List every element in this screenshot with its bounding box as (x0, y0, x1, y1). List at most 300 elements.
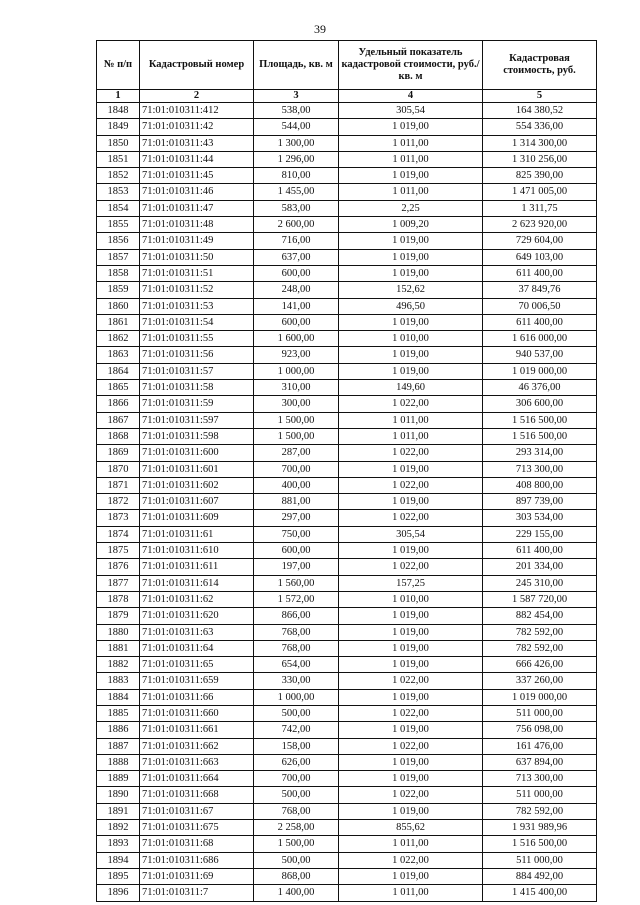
cell-cadastral-number: 71:01:010311:675 (140, 820, 254, 836)
cell-cadastral-value: 1 616 000,00 (483, 331, 597, 347)
cell-area: 742,00 (254, 722, 339, 738)
cell-index: 1860 (97, 298, 140, 314)
cell-cadastral-value: 2 623 920,00 (483, 217, 597, 233)
cell-area: 297,00 (254, 510, 339, 526)
table-row (97, 200, 597, 216)
cell-area: 600,00 (254, 543, 339, 559)
cell-unit-value: 855,62 (339, 820, 483, 836)
cell-cadastral-value: 729 604,00 (483, 233, 597, 249)
table-row (97, 591, 597, 607)
cell-unit-value: 1 019,00 (339, 624, 483, 640)
cell-index: 1869 (97, 445, 140, 461)
cell-unit-value: 1 019,00 (339, 657, 483, 673)
cell-area: 500,00 (254, 787, 339, 803)
cell-cadastral-number: 71:01:010311:63 (140, 624, 254, 640)
cell-area: 1 600,00 (254, 331, 339, 347)
cell-unit-value: 1 019,00 (339, 265, 483, 281)
cell-area: 330,00 (254, 673, 339, 689)
cell-cadastral-number: 71:01:010311:51 (140, 265, 254, 281)
cell-cadastral-value: 611 400,00 (483, 314, 597, 330)
cell-unit-value: 1 019,00 (339, 363, 483, 379)
table-row (97, 624, 597, 640)
header-cadastral-number: Кадастровый номер (140, 41, 254, 90)
cell-cadastral-number: 71:01:010311:55 (140, 331, 254, 347)
cell-cadastral-number: 71:01:010311:412 (140, 103, 254, 119)
cell-cadastral-number: 71:01:010311:64 (140, 640, 254, 656)
cell-index: 1879 (97, 608, 140, 624)
cell-cadastral-number: 71:01:010311:48 (140, 217, 254, 233)
table-row (97, 331, 597, 347)
column-number: 2 (140, 90, 254, 103)
table-body (97, 103, 597, 902)
cell-cadastral-number: 71:01:010311:601 (140, 461, 254, 477)
cell-unit-value: 1 019,00 (339, 494, 483, 510)
cell-unit-value: 1 019,00 (339, 803, 483, 819)
cell-cadastral-value: 1 471 005,00 (483, 184, 597, 200)
table-row (97, 689, 597, 705)
cell-cadastral-number: 71:01:010311:67 (140, 803, 254, 819)
cell-area: 716,00 (254, 233, 339, 249)
cell-cadastral-number: 71:01:010311:662 (140, 738, 254, 754)
cell-area: 141,00 (254, 298, 339, 314)
table-row (97, 608, 597, 624)
cell-cadastral-value: 611 400,00 (483, 265, 597, 281)
table-row (97, 494, 597, 510)
cell-unit-value: 1 022,00 (339, 852, 483, 868)
cell-index: 1854 (97, 200, 140, 216)
cell-cadastral-value: 1 311,75 (483, 200, 597, 216)
table-row (97, 885, 597, 901)
cell-area: 248,00 (254, 282, 339, 298)
cell-cadastral-value: 1 019 000,00 (483, 689, 597, 705)
cell-index: 1863 (97, 347, 140, 363)
cell-cadastral-value: 245 310,00 (483, 575, 597, 591)
cell-cadastral-value: 229 155,00 (483, 526, 597, 542)
cell-cadastral-number: 71:01:010311:44 (140, 151, 254, 167)
table-row (97, 412, 597, 428)
cell-unit-value: 2,25 (339, 200, 483, 216)
cell-index: 1870 (97, 461, 140, 477)
table-row (97, 135, 597, 151)
table-row (97, 428, 597, 444)
table-row (97, 559, 597, 575)
cell-cadastral-value: 70 006,50 (483, 298, 597, 314)
cell-unit-value: 1 022,00 (339, 510, 483, 526)
cell-index: 1873 (97, 510, 140, 526)
cell-area: 1 572,00 (254, 591, 339, 607)
table-row (97, 526, 597, 542)
table-row (97, 705, 597, 721)
cell-cadastral-number: 71:01:010311:65 (140, 657, 254, 673)
header-index: № п/п (97, 41, 140, 90)
cell-unit-value: 1 019,00 (339, 119, 483, 135)
cell-cadastral-value: 897 739,00 (483, 494, 597, 510)
cell-index: 1895 (97, 868, 140, 884)
cell-area: 637,00 (254, 249, 339, 265)
cell-cadastral-number: 71:01:010311:49 (140, 233, 254, 249)
cell-cadastral-value: 46 376,00 (483, 380, 597, 396)
cell-cadastral-number: 71:01:010311:660 (140, 705, 254, 721)
cell-unit-value: 1 019,00 (339, 640, 483, 656)
column-number: 3 (254, 90, 339, 103)
cell-cadastral-value: 713 300,00 (483, 771, 597, 787)
cell-unit-value: 1 022,00 (339, 477, 483, 493)
table-row (97, 477, 597, 493)
table-row (97, 184, 597, 200)
header-row (97, 41, 597, 90)
cell-cadastral-number: 71:01:010311:7 (140, 885, 254, 901)
table-row (97, 249, 597, 265)
cell-cadastral-value: 882 454,00 (483, 608, 597, 624)
table-row (97, 852, 597, 868)
table-row (97, 787, 597, 803)
cell-cadastral-value: 511 000,00 (483, 705, 597, 721)
table-row (97, 640, 597, 656)
cell-cadastral-value: 1 314 300,00 (483, 135, 597, 151)
column-number-row (97, 90, 597, 103)
cell-area: 768,00 (254, 803, 339, 819)
cell-cadastral-number: 71:01:010311:62 (140, 591, 254, 607)
cell-unit-value: 1 019,00 (339, 461, 483, 477)
cell-index: 1878 (97, 591, 140, 607)
cell-area: 2 258,00 (254, 820, 339, 836)
cell-index: 1861 (97, 314, 140, 330)
cell-cadastral-value: 1 587 720,00 (483, 591, 597, 607)
cell-unit-value: 1 011,00 (339, 151, 483, 167)
cell-index: 1866 (97, 396, 140, 412)
cell-index: 1888 (97, 754, 140, 770)
table-row (97, 396, 597, 412)
cell-cadastral-number: 71:01:010311:54 (140, 314, 254, 330)
cell-index: 1865 (97, 380, 140, 396)
cell-cadastral-number: 71:01:010311:620 (140, 608, 254, 624)
cell-unit-value: 1 011,00 (339, 412, 483, 428)
cell-unit-value: 1 019,00 (339, 754, 483, 770)
cell-area: 158,00 (254, 738, 339, 754)
table-row (97, 657, 597, 673)
cell-area: 700,00 (254, 461, 339, 477)
cell-area: 1 500,00 (254, 836, 339, 852)
cell-cadastral-number: 71:01:010311:661 (140, 722, 254, 738)
cell-cadastral-value: 554 336,00 (483, 119, 597, 135)
cell-cadastral-value: 161 476,00 (483, 738, 597, 754)
table-row (97, 298, 597, 314)
cell-cadastral-number: 71:01:010311:664 (140, 771, 254, 787)
cell-cadastral-value: 782 592,00 (483, 624, 597, 640)
cell-index: 1867 (97, 412, 140, 428)
cell-unit-value: 1 010,00 (339, 331, 483, 347)
cell-index: 1864 (97, 363, 140, 379)
cell-cadastral-value: 825 390,00 (483, 168, 597, 184)
table-row (97, 314, 597, 330)
table-row (97, 510, 597, 526)
cell-cadastral-value: 1 516 500,00 (483, 836, 597, 852)
cell-cadastral-value: 408 800,00 (483, 477, 597, 493)
cell-index: 1859 (97, 282, 140, 298)
cell-index: 1853 (97, 184, 140, 200)
cell-index: 1850 (97, 135, 140, 151)
table-row (97, 575, 597, 591)
cell-unit-value: 152,62 (339, 282, 483, 298)
cell-cadastral-value: 1 415 400,00 (483, 885, 597, 901)
cell-index: 1880 (97, 624, 140, 640)
cell-area: 197,00 (254, 559, 339, 575)
cell-cadastral-number: 71:01:010311:66 (140, 689, 254, 705)
cell-cadastral-number: 71:01:010311:668 (140, 787, 254, 803)
cell-area: 866,00 (254, 608, 339, 624)
cell-cadastral-number: 71:01:010311:68 (140, 836, 254, 852)
cell-area: 538,00 (254, 103, 339, 119)
cell-cadastral-number: 71:01:010311:52 (140, 282, 254, 298)
table-row (97, 363, 597, 379)
cell-cadastral-value: 782 592,00 (483, 803, 597, 819)
cell-unit-value: 1 019,00 (339, 771, 483, 787)
cell-unit-value: 1 011,00 (339, 184, 483, 200)
cell-cadastral-number: 71:01:010311:43 (140, 135, 254, 151)
cell-area: 1 296,00 (254, 151, 339, 167)
cell-cadastral-value: 511 000,00 (483, 787, 597, 803)
cell-cadastral-value: 164 380,52 (483, 103, 597, 119)
cell-index: 1851 (97, 151, 140, 167)
cell-cadastral-number: 71:01:010311:59 (140, 396, 254, 412)
cell-unit-value: 149,60 (339, 380, 483, 396)
cell-cadastral-number: 71:01:010311:58 (140, 380, 254, 396)
cell-cadastral-value: 782 592,00 (483, 640, 597, 656)
cell-unit-value: 1 019,00 (339, 868, 483, 884)
cell-cadastral-number: 71:01:010311:598 (140, 428, 254, 444)
cell-index: 1872 (97, 494, 140, 510)
cell-cadastral-number: 71:01:010311:597 (140, 412, 254, 428)
cell-cadastral-number: 71:01:010311:611 (140, 559, 254, 575)
cell-index: 1884 (97, 689, 140, 705)
cell-area: 1 560,00 (254, 575, 339, 591)
cell-cadastral-number: 71:01:010311:600 (140, 445, 254, 461)
cell-unit-value: 1 019,00 (339, 314, 483, 330)
cell-cadastral-value: 1 516 500,00 (483, 412, 597, 428)
column-number: 5 (483, 90, 597, 103)
cell-unit-value: 1 022,00 (339, 738, 483, 754)
table-row (97, 168, 597, 184)
cell-cadastral-value: 611 400,00 (483, 543, 597, 559)
cell-index: 1889 (97, 771, 140, 787)
cell-index: 1891 (97, 803, 140, 819)
cell-cadastral-number: 71:01:010311:659 (140, 673, 254, 689)
cell-index: 1892 (97, 820, 140, 836)
header-unit-value: Удельный показатель кадастровой стоимости, руб./кв. м (339, 41, 483, 90)
cell-index: 1858 (97, 265, 140, 281)
cell-unit-value: 1 011,00 (339, 428, 483, 444)
cell-index: 1857 (97, 249, 140, 265)
table-row (97, 673, 597, 689)
cell-unit-value: 1 011,00 (339, 135, 483, 151)
cell-area: 881,00 (254, 494, 339, 510)
cell-index: 1896 (97, 885, 140, 901)
cell-cadastral-value: 884 492,00 (483, 868, 597, 884)
cell-cadastral-number: 71:01:010311:663 (140, 754, 254, 770)
cell-area: 700,00 (254, 771, 339, 787)
table-row (97, 803, 597, 819)
cell-cadastral-value: 37 849,76 (483, 282, 597, 298)
table-row (97, 119, 597, 135)
cell-unit-value: 1 019,00 (339, 168, 483, 184)
cell-index: 1876 (97, 559, 140, 575)
cell-area: 654,00 (254, 657, 339, 673)
cell-area: 500,00 (254, 705, 339, 721)
cell-unit-value: 1 011,00 (339, 836, 483, 852)
cell-index: 1890 (97, 787, 140, 803)
cell-unit-value: 305,54 (339, 103, 483, 119)
cell-unit-value: 496,50 (339, 298, 483, 314)
cell-cadastral-value: 649 103,00 (483, 249, 597, 265)
cell-area: 1 500,00 (254, 412, 339, 428)
cell-cadastral-value: 306 600,00 (483, 396, 597, 412)
cell-index: 1862 (97, 331, 140, 347)
cell-unit-value: 1 022,00 (339, 559, 483, 575)
cell-cadastral-value: 201 334,00 (483, 559, 597, 575)
cell-unit-value: 1 022,00 (339, 705, 483, 721)
cell-unit-value: 1 011,00 (339, 885, 483, 901)
cell-cadastral-value: 293 314,00 (483, 445, 597, 461)
table-row (97, 868, 597, 884)
cell-unit-value: 1 010,00 (339, 591, 483, 607)
table-row (97, 151, 597, 167)
cell-area: 544,00 (254, 119, 339, 135)
cell-index: 1894 (97, 852, 140, 868)
cell-cadastral-number: 71:01:010311:686 (140, 852, 254, 868)
cell-unit-value: 1 022,00 (339, 787, 483, 803)
cell-cadastral-number: 71:01:010311:614 (140, 575, 254, 591)
cell-area: 310,00 (254, 380, 339, 396)
cell-cadastral-value: 713 300,00 (483, 461, 597, 477)
cell-cadastral-number: 71:01:010311:610 (140, 543, 254, 559)
cell-area: 2 600,00 (254, 217, 339, 233)
cell-unit-value: 305,54 (339, 526, 483, 542)
table-row (97, 754, 597, 770)
page-number: 39 (314, 22, 326, 36)
cell-index: 1885 (97, 705, 140, 721)
cell-index: 1893 (97, 836, 140, 852)
header-area: Площадь, кв. м (254, 41, 339, 90)
cell-index: 1856 (97, 233, 140, 249)
table-row (97, 265, 597, 281)
cell-cadastral-value: 1 931 989,96 (483, 820, 597, 836)
cell-cadastral-number: 71:01:010311:53 (140, 298, 254, 314)
cell-index: 1848 (97, 103, 140, 119)
cell-unit-value: 1 019,00 (339, 233, 483, 249)
cell-index: 1875 (97, 543, 140, 559)
column-number: 1 (97, 90, 140, 103)
cell-index: 1881 (97, 640, 140, 656)
cell-index: 1871 (97, 477, 140, 493)
table-row (97, 836, 597, 852)
cell-unit-value: 1 019,00 (339, 543, 483, 559)
table-row (97, 771, 597, 787)
cell-index: 1868 (97, 428, 140, 444)
cell-cadastral-value: 303 534,00 (483, 510, 597, 526)
cell-cadastral-value: 756 098,00 (483, 722, 597, 738)
cell-cadastral-number: 71:01:010311:607 (140, 494, 254, 510)
table-row (97, 347, 597, 363)
table-row (97, 738, 597, 754)
cell-index: 1886 (97, 722, 140, 738)
cell-cadastral-value: 940 537,00 (483, 347, 597, 363)
cell-area: 1 455,00 (254, 184, 339, 200)
cell-area: 600,00 (254, 265, 339, 281)
cell-area: 300,00 (254, 396, 339, 412)
cell-unit-value: 1 019,00 (339, 249, 483, 265)
cell-area: 868,00 (254, 868, 339, 884)
cell-unit-value: 1 019,00 (339, 722, 483, 738)
cell-cadastral-value: 666 426,00 (483, 657, 597, 673)
cell-area: 626,00 (254, 754, 339, 770)
cell-index: 1887 (97, 738, 140, 754)
cell-area: 1 400,00 (254, 885, 339, 901)
cell-index: 1874 (97, 526, 140, 542)
cell-cadastral-value: 511 000,00 (483, 852, 597, 868)
table-row (97, 282, 597, 298)
cell-cadastral-value: 1 516 500,00 (483, 428, 597, 444)
cell-area: 810,00 (254, 168, 339, 184)
cell-area: 768,00 (254, 624, 339, 640)
cell-area: 600,00 (254, 314, 339, 330)
cell-area: 768,00 (254, 640, 339, 656)
table-row (97, 820, 597, 836)
cell-cadastral-number: 71:01:010311:42 (140, 119, 254, 135)
cell-cadastral-value: 637 894,00 (483, 754, 597, 770)
cell-area: 1 000,00 (254, 363, 339, 379)
cell-cadastral-number: 71:01:010311:45 (140, 168, 254, 184)
cell-unit-value: 1 022,00 (339, 396, 483, 412)
table-row (97, 380, 597, 396)
cell-cadastral-number: 71:01:010311:602 (140, 477, 254, 493)
cell-unit-value: 1 009,20 (339, 217, 483, 233)
column-number: 4 (339, 90, 483, 103)
cell-index: 1852 (97, 168, 140, 184)
table-row (97, 543, 597, 559)
cell-area: 1 300,00 (254, 135, 339, 151)
cell-cadastral-number: 71:01:010311:46 (140, 184, 254, 200)
cell-index: 1855 (97, 217, 140, 233)
cell-unit-value: 1 022,00 (339, 445, 483, 461)
cell-cadastral-number: 71:01:010311:57 (140, 363, 254, 379)
cell-unit-value: 1 019,00 (339, 608, 483, 624)
table-row (97, 445, 597, 461)
table-row (97, 233, 597, 249)
cell-area: 1 000,00 (254, 689, 339, 705)
cell-unit-value: 157,25 (339, 575, 483, 591)
cell-cadastral-number: 71:01:010311:69 (140, 868, 254, 884)
cell-area: 500,00 (254, 852, 339, 868)
cell-cadastral-number: 71:01:010311:56 (140, 347, 254, 363)
cell-cadastral-number: 71:01:010311:61 (140, 526, 254, 542)
cell-area: 1 500,00 (254, 428, 339, 444)
cell-index: 1877 (97, 575, 140, 591)
cell-unit-value: 1 022,00 (339, 673, 483, 689)
cell-area: 750,00 (254, 526, 339, 542)
cell-index: 1883 (97, 673, 140, 689)
cell-area: 923,00 (254, 347, 339, 363)
cell-cadastral-value: 337 260,00 (483, 673, 597, 689)
cell-cadastral-number: 71:01:010311:609 (140, 510, 254, 526)
cell-area: 400,00 (254, 477, 339, 493)
table-row (97, 217, 597, 233)
cadastral-table (96, 40, 597, 902)
cell-unit-value: 1 019,00 (339, 689, 483, 705)
cell-cadastral-value: 1 310 256,00 (483, 151, 597, 167)
cell-cadastral-number: 71:01:010311:50 (140, 249, 254, 265)
table-row (97, 103, 597, 119)
table-row (97, 461, 597, 477)
